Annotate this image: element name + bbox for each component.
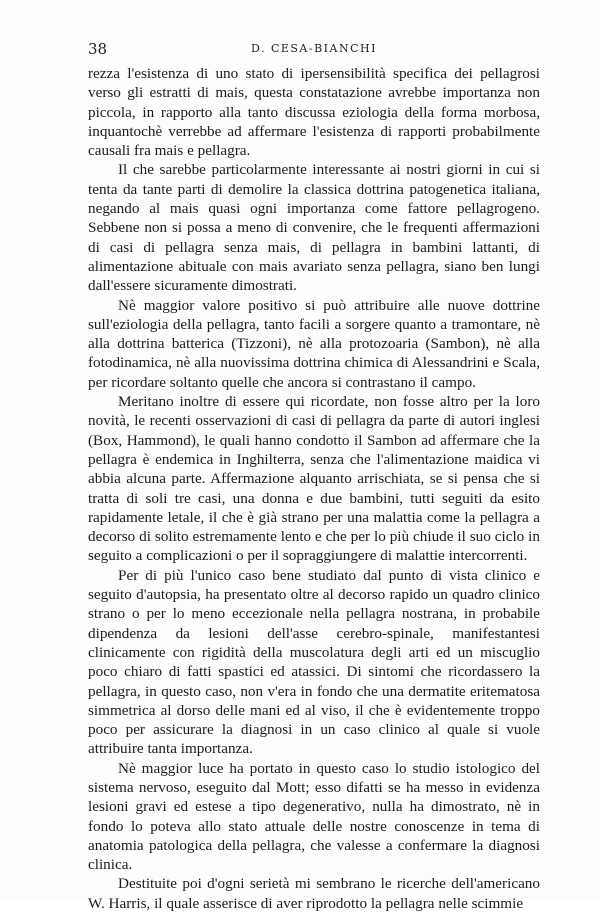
running-head: D. CESA-BIANCHI	[251, 42, 377, 55]
page-number: 38	[88, 40, 108, 58]
paragraph: Nè maggior luce ha portato in questo caso lo studio istologico del sistema nervoso, eseguito dal Mott; esso difatti se ha messo in evidenza lesioni gravi ed estese a tipo degenerativo, nulla ha dimostrato, nè in fondo lo poteva allo stato attuale delle nostre conoscenze in tema di anatomia patologica della pellagra, che valesse a confermare la diagnosi clinica.	[88, 759, 540, 874]
paragraph-continuation: rezza l'esistenza di uno stato di ipersensibilità specifica dei pellagrosi verso gli estratti di mais, questa constatazione avrebbe importanza non piccola, in rapporto alla tanto discussa eziologia della forma morbosa, inquantochè verrebbe ad affermare l'esistenza di rapporti probabilmente causali fra mais e pellagra.	[88, 65, 540, 160]
body-text	[88, 64, 540, 913]
paragraph: Il che sarebbe particolarmente interessante ai nostri giorni in cui si tenta da tante parti di demolire la classica dottrina patogenetica italiana, negando al mais quasi ogni importanza come fattore pellagrogeno. Sebbene non si possa a meno di convenire, che le frequenti affermazioni di casi di pellagra senza mais, di pellagra in bambini lattanti, di alimentazione abituale con mais avariato senza pellagra, siano ben lungi dall'essere sicuramente dimostrati.	[88, 161, 540, 295]
paragraph: Per di più l'unico caso bene studiato dal punto di vista clinico e seguito d'autopsia, ha presentato oltre al decorso rapido un quadro clinico strano o per lo meno eccezionale nella pellagra nostrana, in probabile dipendenza da lesioni dell'asse cerebro-spinale, manifestantesi clinicamente con rigidità della muscolatura degli arti ed un miscuglio poco chiaro di fatti spastici ed atassici. Di sintomi che ricordassero la pellagra, in questo caso, non v'era in fondo che una dermatite eritematosa simmetrica al dorso delle mani ed al viso, il che è evidentemente troppo poco per assicurare la diagnosi in un caso clinico al quale si vuole attribuire tanta importanza.	[88, 566, 540, 758]
page-header	[88, 40, 540, 58]
paragraph: Destituite poi d'ogni serietà mi sembrano le ricerche dell'americano W. Harris, il quale asserisce di aver riprodotto la pellagra nelle scimmie	[88, 875, 540, 912]
paragraph: Meritano inoltre di essere qui ricordate, non fosse altro per la loro novità, le recenti osservazioni di casi di pellagra da parte di autori inglesi (Box, Hammond), le quali hanno condotto il Sambon ad affermare che la pellagra è endemica in Inghilterra, senza che l'alimentazione maidica vi abbia alcuna parte. Affermazione alquanto arrischiata, se si pensa che si tratta di soli tre casi, una donna e due bambini, tutti seguiti da esito rapidamente letale, il che è già strano per una malattia come la pellagra a decorso di solito estremamente lento e che per lo più chiude il suo ciclo in seguito a complicazioni o per il sopraggiungere di malattie intercorrenti.	[88, 393, 540, 565]
paragraph: Nè maggior valore positivo si può attribuire alle nuove dottrine sull'eziologia della pellagra, tanto facili a sorgere quanto a tramontare, nè alla dottrina batterica (Tizzoni), nè alla protozoaria (Sambon), nè alla fotodinamica, nè alla nuovissima dottrina chimica di Alessandrini e Scala, per ricordare soltanto quelle che ancora si contrastano il campo.	[88, 296, 540, 391]
